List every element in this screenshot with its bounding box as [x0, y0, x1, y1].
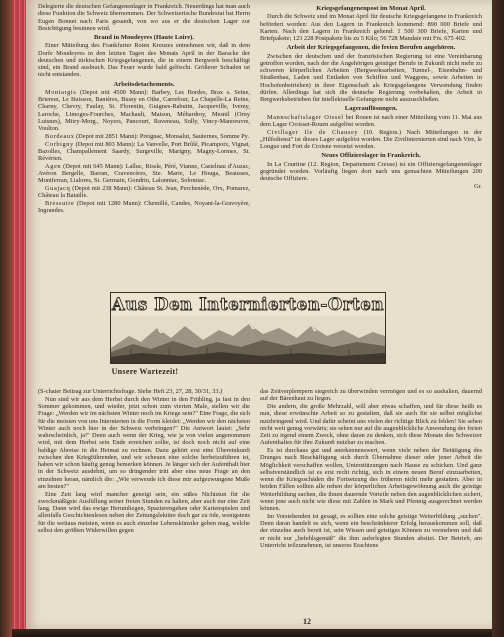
book-cover-bottom: [12, 629, 492, 637]
article-paragraph: Es ist durchaus gut und anerkennenswert, wenn viele neben der Betätigung des Dranges nach Beschäftigung sich durch Übernahme dieser oder jener Arbeit die Möglichkeit verschaffen wollen, Unterstützungen nach Hause zu schicken. Und ganz selbstverständlich ist es erst recht richtig, sich in einem neuen Beruf einzuarbeiten, wenn die Kriegsschäden die Fortsetzung des früheren nicht mehr gestatten. Aber in beiden Fällen sollten alle neben der körperlichen Arbeitsgewöhnung auch die geistige Weiterbildung suchen, die ihnen dauernde Vorteile neben den augenblicklichen sichert, wenn jene auch nicht wie diese mit Zahlen in Mark und Pfennig ausgerechnet werden können.: [260, 447, 482, 512]
depot-name: Bressuire: [45, 200, 75, 208]
post-heading: Kriegsgefangenenpost im Monat April.: [316, 5, 426, 12]
work-paragraph: Zwischen der deutschen und der französischen Regierung ist eine Vereinbarung getroffen worden, nach der die Angehörigen geistiger Berufe in Zukunft nicht mehr zu schweren körperlichen Arbeiten (Bergwerksarbeiten, Tunnel-, Eisenbahn- und Straßenbau, Laden und Entladen von Schiffen und Waggons, sowie Arbeiten in Hochofenbetrieben) in ihrer Eigenschaft als Kriegsgefangene Verwendung finden dürfen. Allerdings hat sich die deutsche Regierung vorbehalten, die Arbeit in Bergwerksbetrieben für intellektuelle Gefangene nicht auszuschließen.: [260, 52, 482, 104]
article-paragraph: Die andern, die große Mehrzahl, will aber etwas schaffen, und für diese heißt es nun, diese erwünschte Arbeit so zu gestalten, daß sie auch für sie selbst möglichst nutzbringend wird. Und dafür scheint uns vielen der richtige Blick zu fehlen! Sie sehen nicht weit genug vorwärts; sie sehen nur auf die augenblickliche Anwendung der freien Zeit zu irgend einem Zweck, ohne daran zu denken, sich diese Monate des Schweizer Aufenthaltes für ihre Zukunft nutzbar zu machen.: [260, 403, 482, 447]
post-paragraph: Durch die Schweiz sind im Monat April für deutsche Kriegsgefangene in Frankreich befördert worden: Aus den Lagern in Frankreich kommend: 890 000 Briefe und Karten. Nach den Lagern in Frankreich gehend: 1 500 300 Briefe, Karten und Briefpakete; 123 228 Postpakete bis zu 5 Kilo; 56 728 Mandate mit Frs. 675 402.: [260, 13, 482, 43]
intro-paragraph: Delegierte die deutschen Gefangenenlager in Frankreich. Neuerdings hat man auch diese Funktion die Schweiz übernommen. Der Schweizerische Bundesrat hat Herrn Eugen Bonnet nach Paris gesandt, von wo aus er die deutschen Lager zur Besichtigung besinnen wird.: [38, 3, 250, 32]
banner-title: Aus Den Internierten-Orten: [111, 295, 385, 314]
closure-text: bei Rouen ist nach einer Mitteilung vom 11. Mai aus dem Lager Croisset-Rouen aufgelöst worden.: [260, 113, 482, 128]
section-banner: [110, 292, 386, 364]
depot-name: Agen: [45, 162, 62, 170]
depot-name: Corbigny: [45, 140, 74, 148]
article-paragraph: Im Vorstehenden ist gesagt, es sollten eine solche geistige Weiterbildung „suchen". Denn daran handelt es sich, wenn ein beschränkterer Erfolg herauskommen soll, daß der einzelne auch bereit ist, sein Wissen und geistiges Können zu vermehren und daß er nicht nur „befehlsgemäß" die ihm auferlegten Stunden absitzt. Der Betrieb, am Unterricht teilzunehmen, ist unseres Erachtens: [260, 512, 482, 549]
page-number: 12: [303, 617, 311, 626]
depot-corbigny: [38, 141, 250, 163]
book-cover-left: [0, 0, 12, 637]
depot-list: (Depot mit 803 Mann): La Vanvelle, Port Brûlé, Picampoix, Vignat, Bazolles, Champallement Saardy, Surgeville, Marigny, Magny-Lormes, St. Révérien.: [38, 140, 250, 163]
article-paragraph: das Zeitverplempern siegreich zu überwinden vermögen und es so aushalten, dauernd auf der Bärenhaut zu liegen.: [260, 388, 482, 403]
officer-camp-paragraph: In La Courtine (12. Region, Departement Creuse) ist ein Offiziersgefangenenlager gegründet worden. Vorläufig liegen dort nach uns gemachten Mitteilungen 200 deutsche Offiziere.: [260, 160, 482, 183]
news-column-right: [260, 3, 482, 289]
depot-name: Guajacq: [45, 185, 71, 193]
camp-closures-heading: Lagerauflösungen.: [344, 105, 398, 113]
camp-name: Mannschaftslager Oissel: [267, 113, 344, 121]
article-paragraph: Eine Zeit lang wird mancher geneigt sein, ein süßes Nichtstun für die zweckmäßigste Ausfüllung seiner freien Stunden zu halten, aber auch nur eine Zeit lang. Dann wird das ewige Herumliegen, Spazierengehen oder Kartenspielen und allenfalls Geschichtenlesen neben der Zeitungslektüre doch gar zu öde, wenigstens für die weitaus meisten, wenn es auch einzelne Lebenskünstler geben mag, welche selbst den größten Widerwillen gegen: [38, 490, 250, 534]
red-page-edges: [12, 0, 26, 637]
work-heading: Arbeit der Kriegsgefangenen, die freien Berufen angehören.: [286, 44, 456, 52]
depot-montargis: [38, 89, 250, 133]
depot-list: (Depot mit 2851 Mann): Preignac, Monsalut, Sauternes, Somme Py.: [76, 132, 250, 140]
fire-paragraph: Einer Mitteilung des Frankfurter Roten Kreuzes entnehmen wir, daß in dem Dorfe Moudeyres in den letzten Tagen des Monats April in der Baracke der deutschen und türkischen Kriegsgefangenen, die in einem Bergwerk beschäftigt sind, ein Brand ausbrach. Das Feuer wurde bald gelöscht. Größerer Schaden ist nicht entstanden.: [38, 42, 250, 79]
article-title: Unsere Wartezeit!: [111, 367, 179, 376]
mountain-landscape-illustration: [111, 316, 385, 363]
closure-ile: [260, 129, 482, 151]
closure-oissel: [260, 114, 482, 129]
depot-guajacq: [38, 185, 250, 200]
magazine-page: [26, 0, 492, 629]
depot-name: Bordeaux: [45, 132, 75, 140]
fire-heading: Brand in Moudeyres (Haute Loire).: [94, 34, 194, 41]
depot-agen: [38, 163, 250, 185]
book-cover-right: [492, 0, 504, 637]
article-column-right: [260, 388, 482, 614]
detachments-heading: Arbeitsdetachements.: [113, 80, 175, 88]
depot-list: (Depot mit 238 Mann): Château St. Jean, Perchenède, Orx, Pomarez, Château la Bataille.: [38, 185, 250, 200]
depot-bordeaux: [38, 133, 250, 140]
article-source: (S-chater Beitrag zur Unterrichtsfrage. Siehe Heft 23, 27, 28, 30/31, 33.): [38, 388, 223, 395]
depot-list: (Depot mit 645 Mann): Lalluc, Rissle, Péré, Vianne, Castelnau d'Auzac, Avéron Bergelle, Barran, Cravencères, Ste. Marie, Le Houga, Beausses, Montferran, Lialores, St. Germain, Gondrin, Lalonniac, Solomiac.: [38, 162, 250, 185]
signature: Gr.: [474, 182, 482, 190]
depot-list: (Depot mit 1280 Mann): Chemillé, Candes, Noyant-la-Gravoyère, Ingrandes.: [38, 200, 250, 215]
article-column-left: [38, 388, 250, 614]
camp-name: Civillager Ile de Chausey: [267, 128, 359, 136]
news-column-left: [38, 3, 250, 321]
officer-camp-heading: Neues Offizierslager in Frankreich.: [321, 152, 421, 160]
depot-bressuire: [38, 200, 250, 215]
depot-name: Montargis: [45, 88, 77, 96]
article-paragraph: Nun sind wir aus dem Herbst durch den Winter in den Frühling, ja fast in den Sommer gekommen, und wieder, jetzt schon zum vierten Male, stellen wir die Frage: „Werden wir im nächsten Winter noch im Kriege sein?" Eine Frage, die sich für die meisten von uns Internierten in die Form kleidet: „Werden wir den nächsten Winter auch noch hier in der Schweiz verbringen?" Die Antwort lautet: „Sehr wahrscheinlich, ja!" Denn auch wenn der Krieg, wie ja von vielen angenommen wird, mit dem Herbst sein Ende erreichen sollte, ist doch noch nicht auf eine baldige Abreise in die Heimat zu rechnen. Dazu gehört erst eine Übereinkunft zwischen den Kriegführenden, und wir scheuen eine solche herbeizuführen ist, haben wir schon häufig genug bemerken können. Je länger sich der Aufenthalt hier in der Schweiz ausdehnt, um so dringender tritt aber eine neue Frage an den einzelnen heran, nämlich die: „Wie verwende ich diese mir aufgezwungene Muße am besten?": [38, 395, 250, 490]
closure-text: (10. Region.) Nach Mitteilungen in der „Hilfsdienst" ist dieses Lager aufgelöst worden. Die Zivilinternierten sind nach Vire, le Longue und Fort de Croisne versetzt worden.: [260, 128, 482, 151]
depot-list: (Depot mit 4500 Mann): Barbey, Les Bordes, Brax s. Seine, Brienon, Le Buisson, Banières, Bussy en Othe, Carrefour, La Chapelle-La Reine, Charny, Chevry, Faulay, St. Florentin, Guignes-Rabutin, Jacqueville, Ivemy, Laroche, Limoges-Fourches, Machault, Maison, Méhardroy, Mesnil (Orny Luisnes), Mitry-Morg., Noyers, Pancourt, Raveneau, Sully, Vincy-Manoeuvre, Voulton.: [38, 88, 250, 133]
